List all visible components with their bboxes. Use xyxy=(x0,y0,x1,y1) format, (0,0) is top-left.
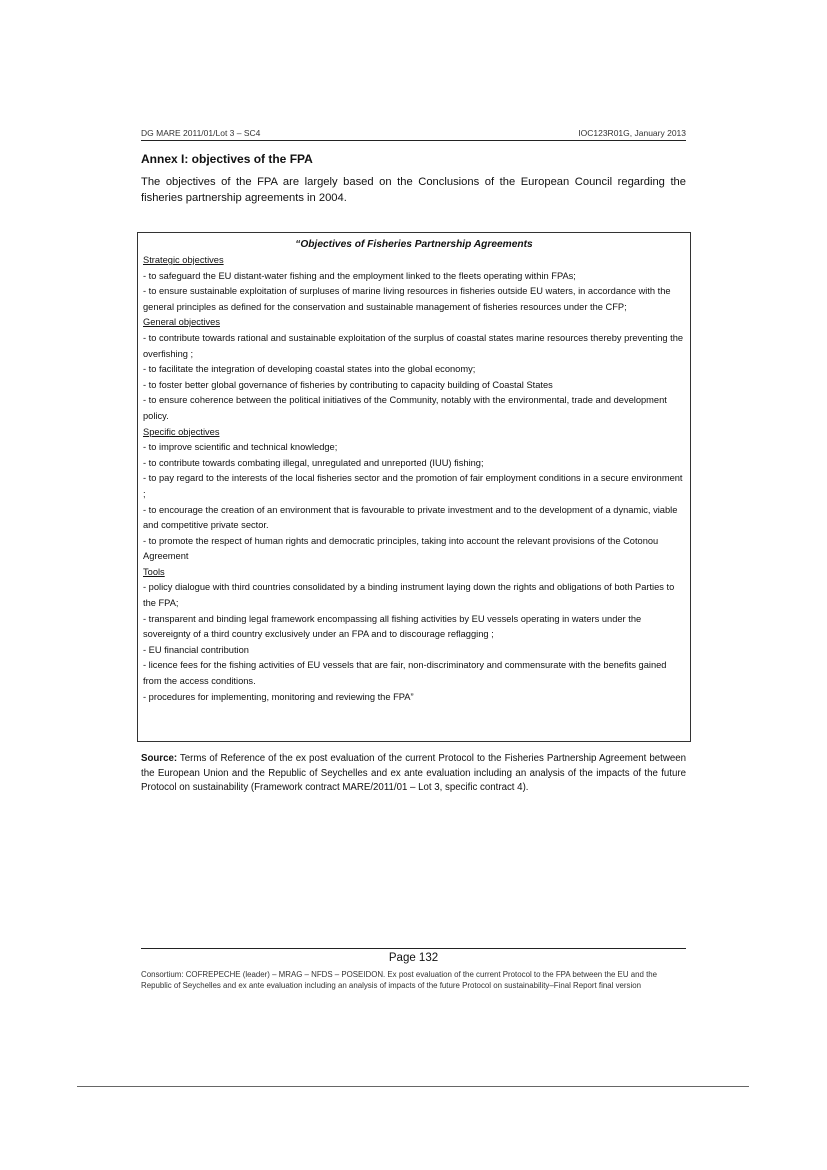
header-left: DG MARE 2011/01/Lot 3 – SC4 xyxy=(141,128,261,138)
list-item: - to foster better global governance of fisheries by contributing to capacity building of Coastal States xyxy=(143,379,553,390)
header-divider xyxy=(141,140,686,141)
list-item: - licence fees for the fishing activities of EU vessels that are fair, non-discriminatory and commensurate with the benefits gained from the access conditions. xyxy=(143,660,667,687)
box-title: “Objectives of Fisheries Partnership Agreements xyxy=(295,239,533,250)
source-note xyxy=(141,752,686,796)
list-item: - to ensure sustainable exploitation of surpluses of marine living resources in fisheries outside EU waters, in accordance with the general principles as defined for the conservation and sustainable management of fisheries resources under the CFP; xyxy=(143,286,671,312)
section-heading-tools: Tools xyxy=(143,566,165,577)
page-bottom-line xyxy=(77,1086,749,1087)
list-item: - transparent and binding legal framework encompassing all fishing activities by EU vessels operating in waters under the sovereignty of a third country exclusively under an FPA and to discourage reflagging ; xyxy=(143,613,642,640)
section-heading-specific: Specific objectives xyxy=(143,426,220,437)
objectives-box xyxy=(137,232,691,742)
source-text: Terms of Reference of the ex post evaluation of the current Protocol to the Fisheries Partnership Agreement between the European Union and the Republic of Seychelles and ex ante evaluation including an analysis of the impacts of the future Protocol on sustainability (Framework contract MARE/2011/01 – Lot 3, specific contract 4). xyxy=(141,753,686,793)
page-number: Page 132 xyxy=(388,952,439,964)
source-label: Source: xyxy=(141,753,178,764)
footer-divider xyxy=(141,948,686,949)
list-item: - to ensure coherence between the political initiatives of the Community, notably with the environmental, trade and development policy. xyxy=(143,395,667,421)
list-item: - to encourage the creation of an environment that is favourable to private investment and to the development of a dynamic, viable and competitive private sector. xyxy=(143,504,678,531)
footer-text: Consortium: COFREPECHE (leader) – MRAG – NFDS – POSEIDON. Ex post evaluation of the current Protocol to the FPA between the EU and the Republic of Seychelles and ex ante evaluation including an analysis of impacts of the future Protocol on sustainability–Final Report final version xyxy=(141,970,658,990)
header-right: IOC123R01G, January 2013 xyxy=(578,128,686,138)
list-item: - procedures for implementing, monitoring and reviewing the FPA” xyxy=(143,691,414,702)
list-item: - to facilitate the integration of developing coastal states into the global economy; xyxy=(143,364,476,375)
list-item: - policy dialogue with third countries consolidated by a binding instrument laying down the rights and obligations of both Parties to the FPA; xyxy=(143,582,675,609)
list-item: - to pay regard to the interests of the local fisheries sector and the promotion of fair employment conditions in a secure environment ; xyxy=(143,473,683,499)
list-item: - to contribute towards combating illegal, unregulated and unreported (IUU) fishing; xyxy=(143,457,484,468)
section-heading-strategic: Strategic objectives xyxy=(143,255,224,265)
list-item: - to improve scientific and technical knowledge; xyxy=(143,442,338,453)
list-item: - to safeguard the EU distant-water fishing and the employment linked to the fleets operating within FPAs; xyxy=(143,270,576,281)
intro-paragraph: The objectives of the FPA are largely based on the Conclusions of the European Council regarding the fisheries partnership agreements in 2004. xyxy=(141,176,686,204)
list-item: - to contribute towards rational and sustainable exploitation of the surplus of coastal states marine resources thereby preventing the overfishing ; xyxy=(143,332,684,359)
section-heading-general: General objectives xyxy=(143,317,220,328)
list-item: - to promote the respect of human rights and democratic principles, taking into account the relevant provisions of the Cotonou Agreement xyxy=(143,535,659,562)
annex-title: Annex I: objectives of the FPA xyxy=(141,152,313,166)
list-item: - EU financial contribution xyxy=(143,644,249,655)
